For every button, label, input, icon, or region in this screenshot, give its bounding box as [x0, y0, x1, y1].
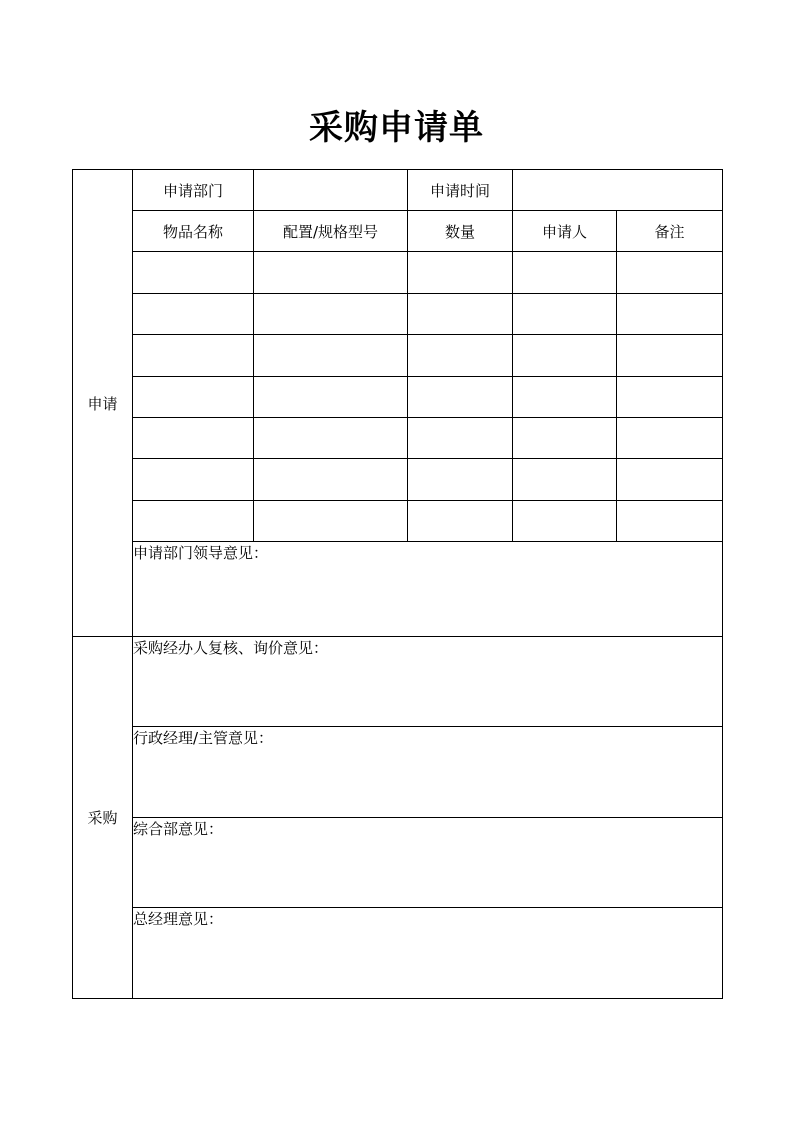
cell-item-name[interactable]: [133, 501, 254, 542]
column-header-remarks: 备注: [617, 211, 723, 252]
cell-spec[interactable]: [254, 501, 408, 542]
cell-applicant[interactable]: [513, 459, 617, 501]
table-row: [73, 418, 723, 459]
cell-spec[interactable]: [254, 294, 408, 335]
cell-applicant[interactable]: [513, 377, 617, 418]
cell-item-name[interactable]: [133, 418, 254, 459]
cell-remarks[interactable]: [617, 501, 723, 542]
purchaser-opinion-field[interactable]: 采购经办人复核、询价意见：: [133, 637, 723, 727]
cell-applicant[interactable]: [513, 252, 617, 294]
table-row: [73, 459, 723, 501]
general-dept-opinion-field[interactable]: 综合部意见：: [133, 818, 723, 908]
column-header-quantity: 数量: [408, 211, 513, 252]
time-label: 申请时间: [408, 170, 513, 211]
cell-item-name[interactable]: [133, 459, 254, 501]
cell-spec[interactable]: [254, 459, 408, 501]
table-row: [73, 294, 723, 335]
section-label-apply: 申请: [73, 170, 133, 637]
cell-remarks[interactable]: [617, 459, 723, 501]
cell-spec[interactable]: [254, 418, 408, 459]
cell-applicant[interactable]: [513, 418, 617, 459]
dept-leader-opinion-field[interactable]: 申请部门领导意见：: [133, 542, 723, 637]
cell-quantity[interactable]: [408, 459, 513, 501]
cell-remarks[interactable]: [617, 335, 723, 377]
table-row: [73, 335, 723, 377]
column-header-row: [73, 211, 723, 252]
cell-quantity[interactable]: [408, 252, 513, 294]
cell-remarks[interactable]: [617, 377, 723, 418]
cell-item-name[interactable]: [133, 377, 254, 418]
cell-quantity[interactable]: [408, 377, 513, 418]
page-title: 采购申请单: [309, 108, 484, 148]
cell-quantity[interactable]: [408, 335, 513, 377]
admin-manager-opinion-field[interactable]: 行政经理/主管意见：: [133, 727, 723, 818]
dept-field[interactable]: [254, 170, 408, 211]
cell-applicant[interactable]: [513, 501, 617, 542]
cell-applicant[interactable]: [513, 335, 617, 377]
column-header-spec: 配置/规格型号: [254, 211, 408, 252]
column-header-item-name: 物品名称: [133, 211, 254, 252]
cell-quantity[interactable]: [408, 501, 513, 542]
cell-spec[interactable]: [254, 252, 408, 294]
purchase-request-form: [72, 169, 723, 999]
cell-spec[interactable]: [254, 377, 408, 418]
table-row: [73, 501, 723, 542]
general-manager-opinion-field[interactable]: 总经理意见：: [133, 908, 723, 999]
cell-remarks[interactable]: [617, 252, 723, 294]
column-header-applicant: 申请人: [513, 211, 617, 252]
table-row: [73, 377, 723, 418]
cell-item-name[interactable]: [133, 294, 254, 335]
section-label-purchase: 采购: [73, 637, 133, 999]
cell-quantity[interactable]: [408, 294, 513, 335]
cell-quantity[interactable]: [408, 418, 513, 459]
cell-item-name[interactable]: [133, 252, 254, 294]
cell-remarks[interactable]: [617, 294, 723, 335]
cell-spec[interactable]: [254, 335, 408, 377]
cell-applicant[interactable]: [513, 294, 617, 335]
table-row: [73, 252, 723, 294]
cell-remarks[interactable]: [617, 418, 723, 459]
time-field[interactable]: [513, 170, 723, 211]
cell-item-name[interactable]: [133, 335, 254, 377]
dept-label: 申请部门: [133, 170, 254, 211]
